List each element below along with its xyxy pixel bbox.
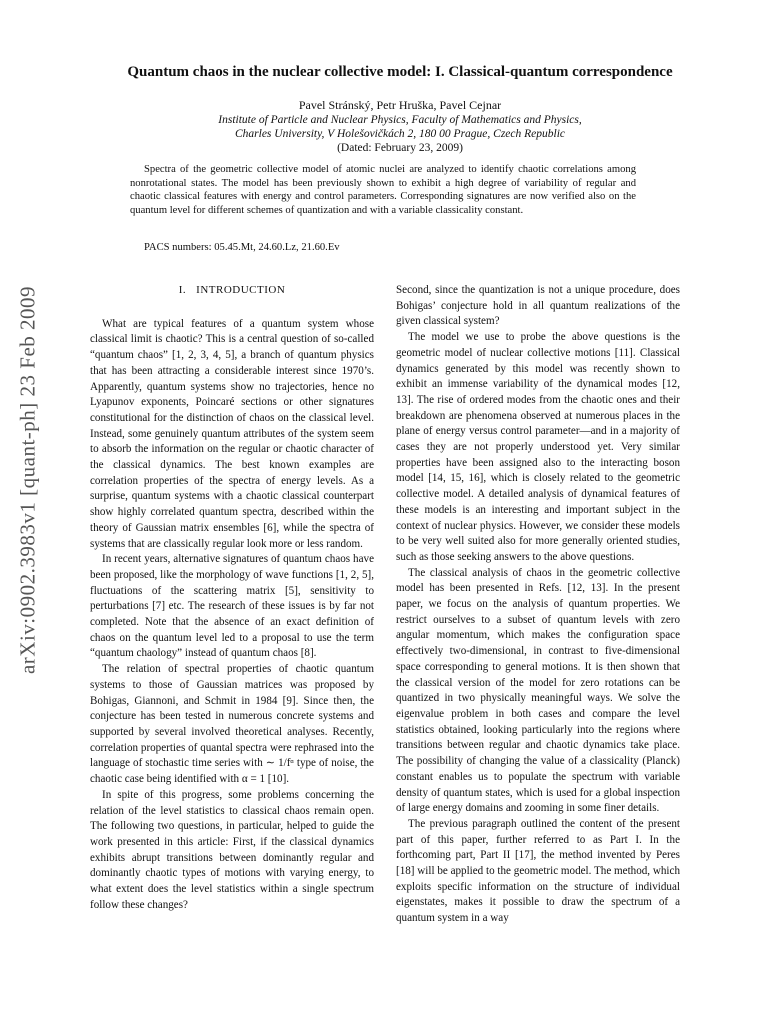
paragraph: In spite of this progress, some problems concerning the relation of the level statistics to classical chaos remain open. The following two questions, in particular, helped to guide the work presented in this article: First, if the classical dynamics exhibits abrupt transitions between dominantly regular and dominantly chaotic types of motions with varying energy, to what extent does the level statistics within a single spectrum follow these changes? (90, 788, 374, 911)
abstract: Spectra of the geometric collective model of atomic nuclei are analyzed to identify chaotic correlations among nonrotational states. The model has been previously shown to exhibit a high degree of variability of regular and chaotic classical features with energy and control parameters. Corresponding signatures are now verified also on the quantum level for different schemes of quantization and with a variable classicality constant. (130, 164, 636, 216)
affiliation-line-1: Institute of Particle and Nuclear Physics, Faculty of Mathematics and Physics, (218, 114, 582, 126)
paragraph: Second, since the quantization is not a unique procedure, does Bohigas’ conjecture hold in all quantum realizations of the given classical system? (396, 284, 680, 328)
section-title: INTRODUCTION (196, 284, 286, 296)
paragraph: The relation of spectral properties of chaotic quantum systems to those of Gaussian matrices was proposed by Bohigas, Giannoni, and Schmit in 1984 [9]. Since then, the conjecture has been tested in numerous concrete systems and supported by several involved theoretical analyses. Recently, correlation properties of quantal spectra were rephrased into the language of stochastic time series with ∼ 1/fᵅ type of noise, the chaotic case being identified with α = 1 [10]. (90, 663, 374, 786)
affiliation-line-2: Charles University, V Holešovičkách 2, 180 00 Prague, Czech Republic (234, 128, 566, 140)
paragraph: The classical analysis of chaos in the geometric collective model has been presented in Refs. [12, 13]. In the present paper, we focus on the analysis of quantum properties. We restrict ourselves to a subset of quantum levels with zero angular momentum, which makes the configuration space effectively two-dimensional, in contrast to five-dimensional space corresponding to general motions. It is then shown that the classical version of the model for zero rotations can be quantized in two physically meaningful ways. We solve the eigenvalue problem in both cases and compare the level statistics obtained, looking particularly into the regions where transitions between regular and chaotic dynamics take place. The possibility of changing the value of a classicality (Planck) constant enables us to populate the spectrum with variable density of quantum states, which is used for a global inspection of large energy domains and zooming in some finer details. (396, 566, 680, 815)
paragraph: What are typical features of a quantum system whose classical limit is chaotic? This is a central question of so-called “quantum chaos” [1, 2, 3, 4, 5], a branch of quantum physics that has been attracting a considerable interest since 1970’s. Apparently, quantum systems show no trajectories, hence no Lyapunov exponents, Poincaré sections or other signatures constitutional for the distinction of chaos on the classical level. Instead, some genuinely quantum attributes of the system seem to absorb the information on the regular or chaotic character of the classical dynamics. The best known examples are correlation properties of the spectra of energy levels. As a surprise, quantum systems with a chaotic classical counterpart show highly correlated quantum spectra, described within the theory of Gaussian matrix ensembles [6], while the spectra of systems that are classically regular look more or less random. (90, 317, 374, 550)
paragraph: The model we use to probe the above questions is the geometric model of nuclear collective motions [11]. Classical dynamics generated by this model was recently shown to exhibit an immense variability of the dynamical modes [12, 13]. The rise of ordered modes from the chaotic ones and their breakdown are phenomena observed at numerous places in the plane of energy versus control parameter—and in a majority of cases they are not properly understood yet. Very similar properties have been assigned also to the interacting boson model [14, 15, 16], which is closely related to the geometric collective model. A detailed analysis of dynamical features of these models is an interesting and important subject in the context of nuclear physics. However, we consider these models to be very well suited also for more generally oriented studies, such as those seeking answers to the above questions. (396, 331, 680, 563)
section-number: I. (178, 284, 187, 296)
date-line: (Dated: February 23, 2009) (337, 142, 463, 154)
author-list: Pavel Stránský, Petr Hruška, Pavel Cejnar (298, 98, 502, 112)
arxiv-sidebar-stamp (16, 270, 40, 690)
section-heading (90, 283, 374, 299)
left-column (90, 283, 374, 913)
arxiv-identifier: arXiv:0902.3983v1 [quant-ph] 23 Feb 2009 (15, 285, 40, 675)
pacs-numbers: PACS numbers: 05.45.Mt, 24.60.Lz, 21.60.Ev (144, 242, 340, 253)
paragraph: The previous paragraph outlined the content of the present part of this paper, further referred to as Part I. In the forthcoming part, Part II [17], the method invented by Peres [18] will be applied to the geometric model. The method, which exploits specific information on the structure of individual eigenstates, makes it possible to draw the spectrum of a quantum system in a way (396, 817, 680, 925)
paragraph: In recent years, alternative signatures of quantum chaos have been proposed, like the morphology of wave functions [1, 2, 5], fluctuations of the scattering matrix [5], sensitivity to perturbations [7] etc. The research of these issues is by far not completed. Note that the absence of an exact definition of chaos on the quantum level led to a proposal to use the term “quantum chaology” instead of quantum chaos [8]. (90, 553, 374, 660)
right-column (396, 283, 680, 927)
paper-title: Quantum chaos in the nuclear collective model: I. Classical-quantum correspondence (127, 64, 673, 80)
